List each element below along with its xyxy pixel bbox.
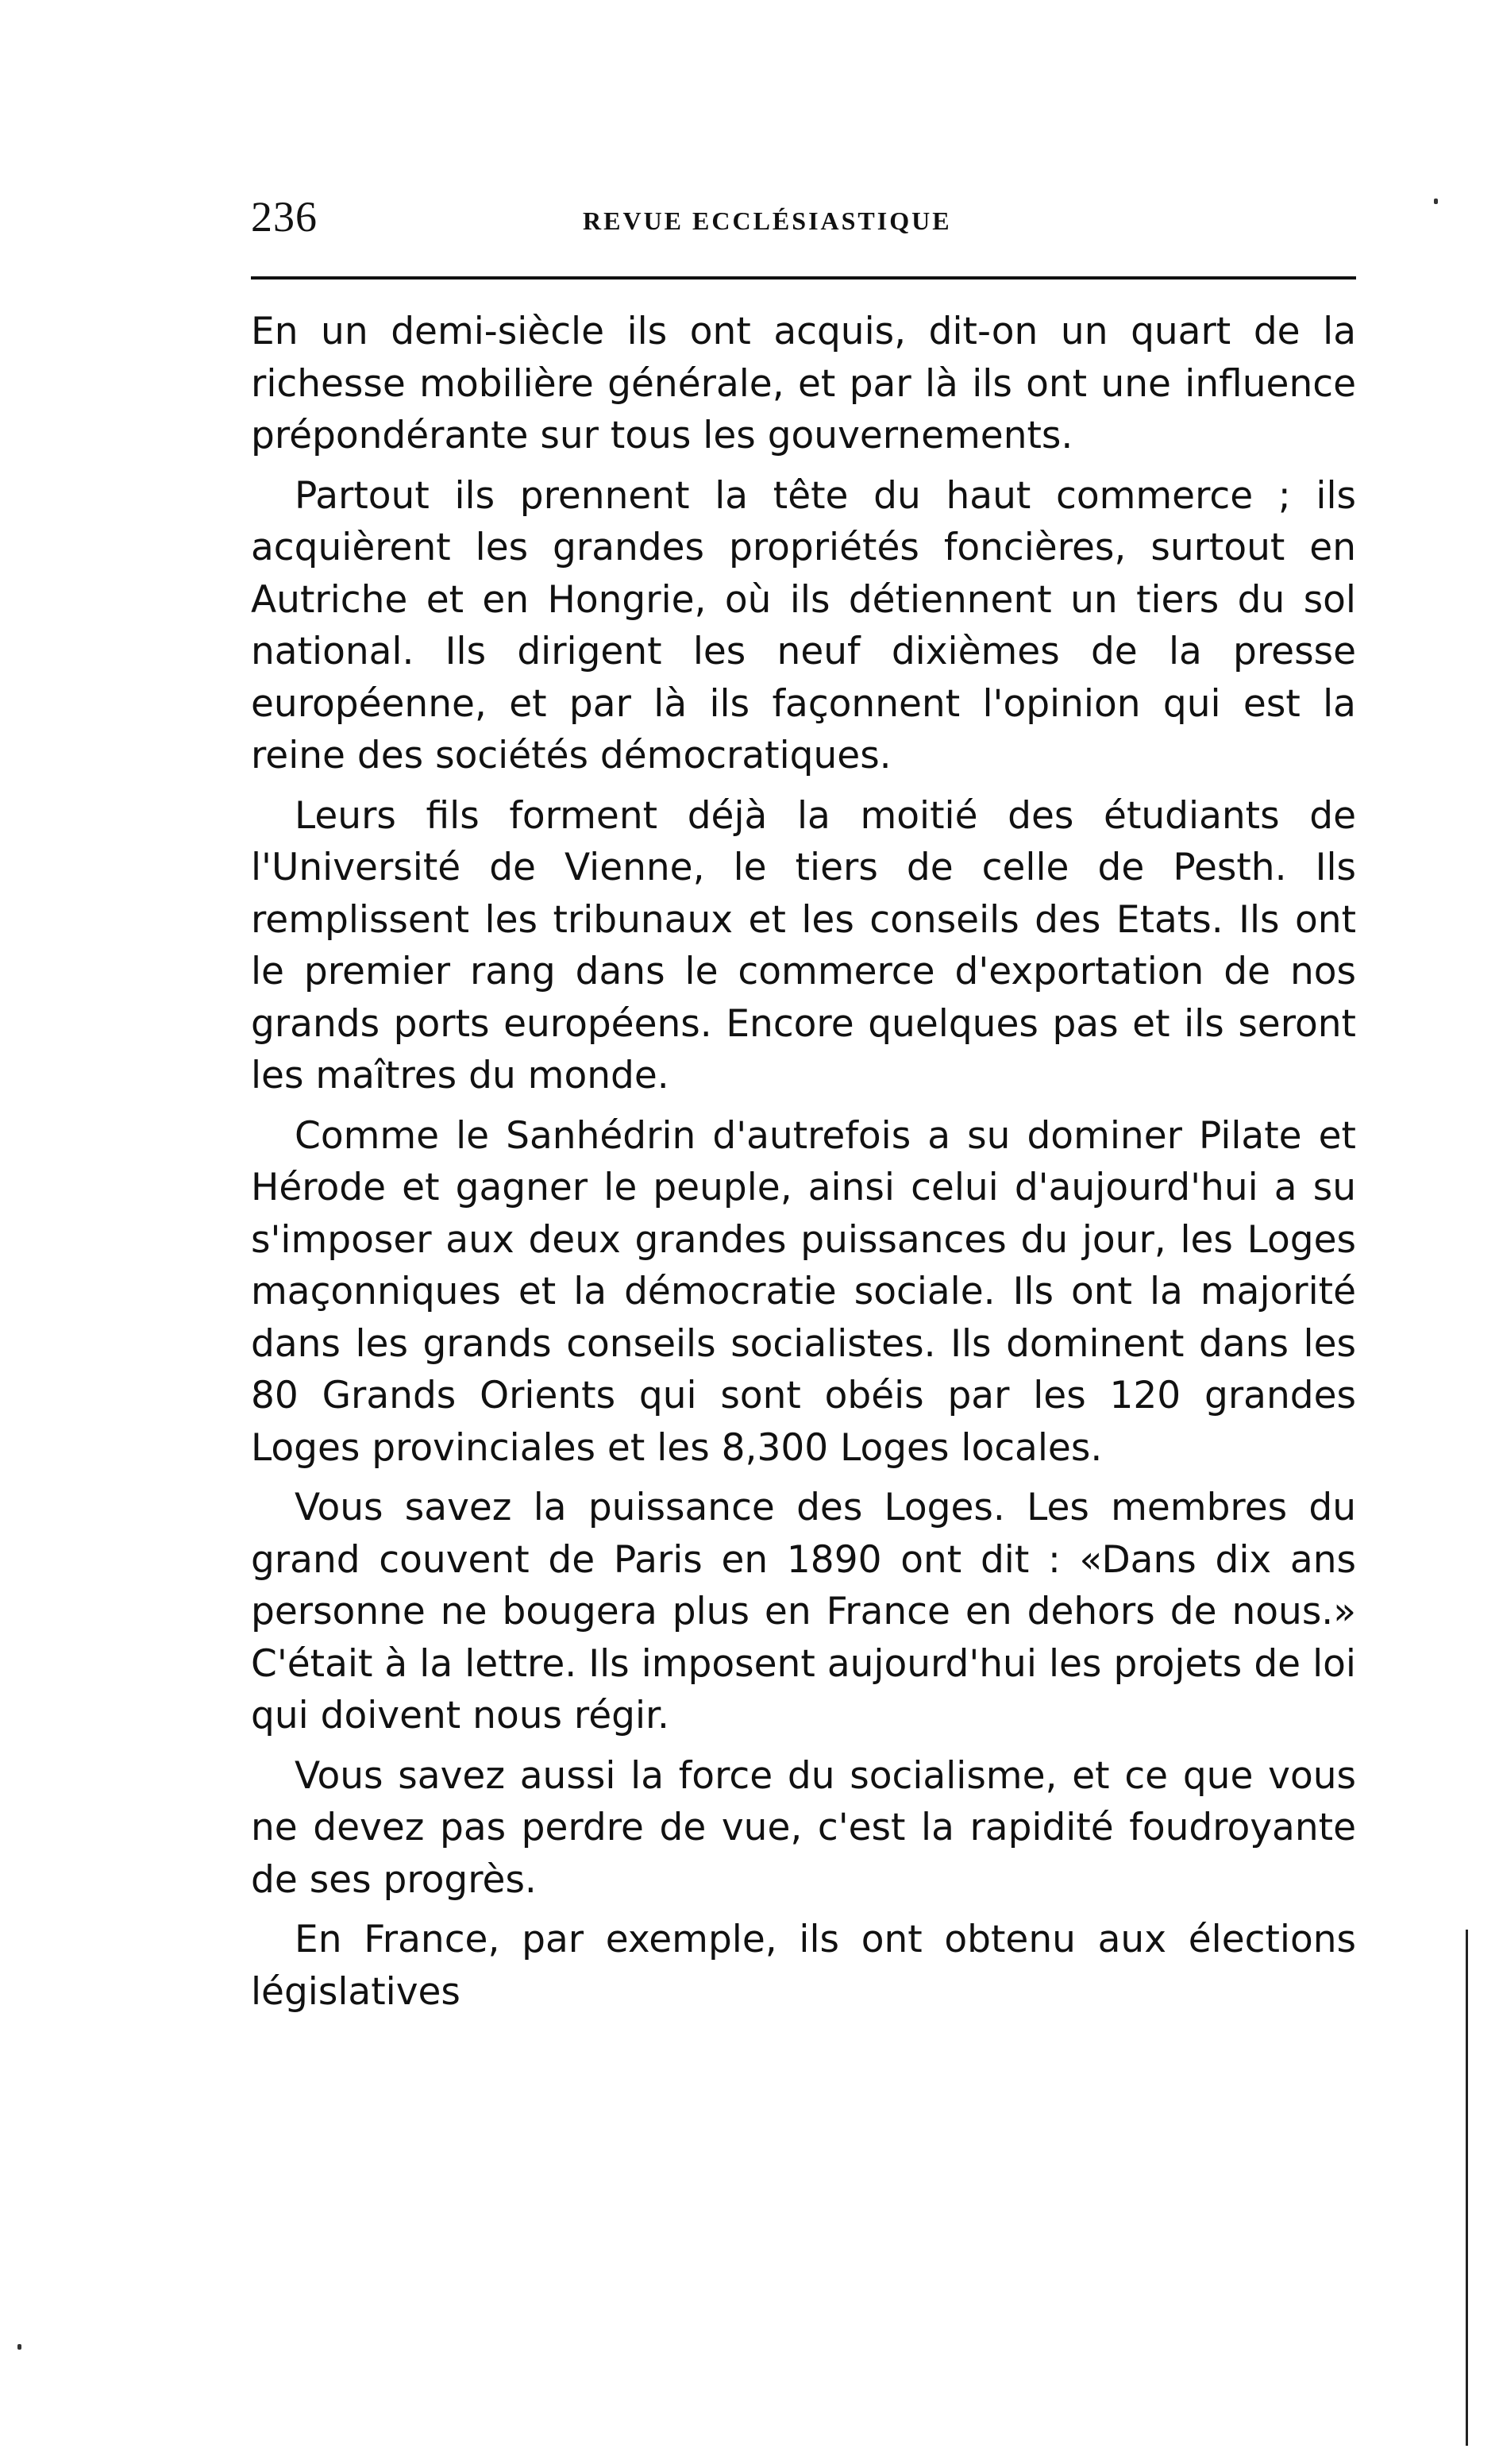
page-edge-line: [1466, 1930, 1468, 2446]
running-title: REVUE ECCLÉSIASTIQUE: [583, 206, 952, 235]
paragraph-3: Leurs fils forment déjà la moitié des étudiants de l'Université de Vienne, le tiers de celle de Pesth. Ils remplissent les tribunaux et les conseils des Etats. Ils ont le premier rang dans le commerce d'exportation de nos grands ports européens. Encore quelques pas et ils seront les maîtres du monde.: [251, 793, 1356, 1097]
paragraph-5: Vous savez la puissance des Loges. Les membres du grand couvent de Paris en 1890 ont dit : «Dans dix ans personne ne bougera plus en France en dehors de nous.» C'était à la lettre. Ils imposent aujourd'hui les projets de loi qui doivent nous régir.: [251, 1486, 1356, 1737]
page-header: [251, 184, 1362, 240]
margin-speck: [17, 2344, 21, 2350]
paragraph-2: Partout ils prennent la tête du haut commerce ; ils acquièrent les grandes propriétés foncières, surtout en Autriche et en Hongrie, où ils détiennent un tiers du sol national. Ils dirigent les neuf dixièmes de la presse européenne, et par là ils façonnent l'opinion qui est la reine des sociétés démocratiques.: [251, 473, 1356, 777]
paragraph-4: Comme le Sanhédrin d'autrefois a su dominer Pilate et Hérode et gagner le peuple, ainsi celui d'aujourd'hui a su s'imposer aux deux grandes puissances du jour, les Loges maçonniques et la démocratie sociale. Ils ont la majorité dans les grands conseils socialistes. Ils dominent dans les 80 Grands Orients qui sont obéis par les 120 grandes Loges provinciales et les 8,300 Loges locales.: [251, 1113, 1356, 1470]
paragraph-7: En France, par exemple, ils ont obtenu aux élections législatives: [251, 1918, 1356, 2014]
header-rule: [251, 276, 1356, 280]
paragraph-6: Vous savez aussi la force du socialisme, et ce que vous ne devez pas perdre de vue, c'est la rapidité foudroyante de ses progrès.: [251, 1753, 1356, 1902]
paragraph-1: En un demi-siècle ils ont acquis, dit-on un quart de la richesse mobilière générale, et par là ils ont une influence prépondérante sur tous les gouvernements.: [251, 310, 1356, 457]
body-text: [251, 306, 1356, 2026]
page-number: 236: [251, 193, 318, 241]
margin-speck: [1434, 199, 1438, 204]
